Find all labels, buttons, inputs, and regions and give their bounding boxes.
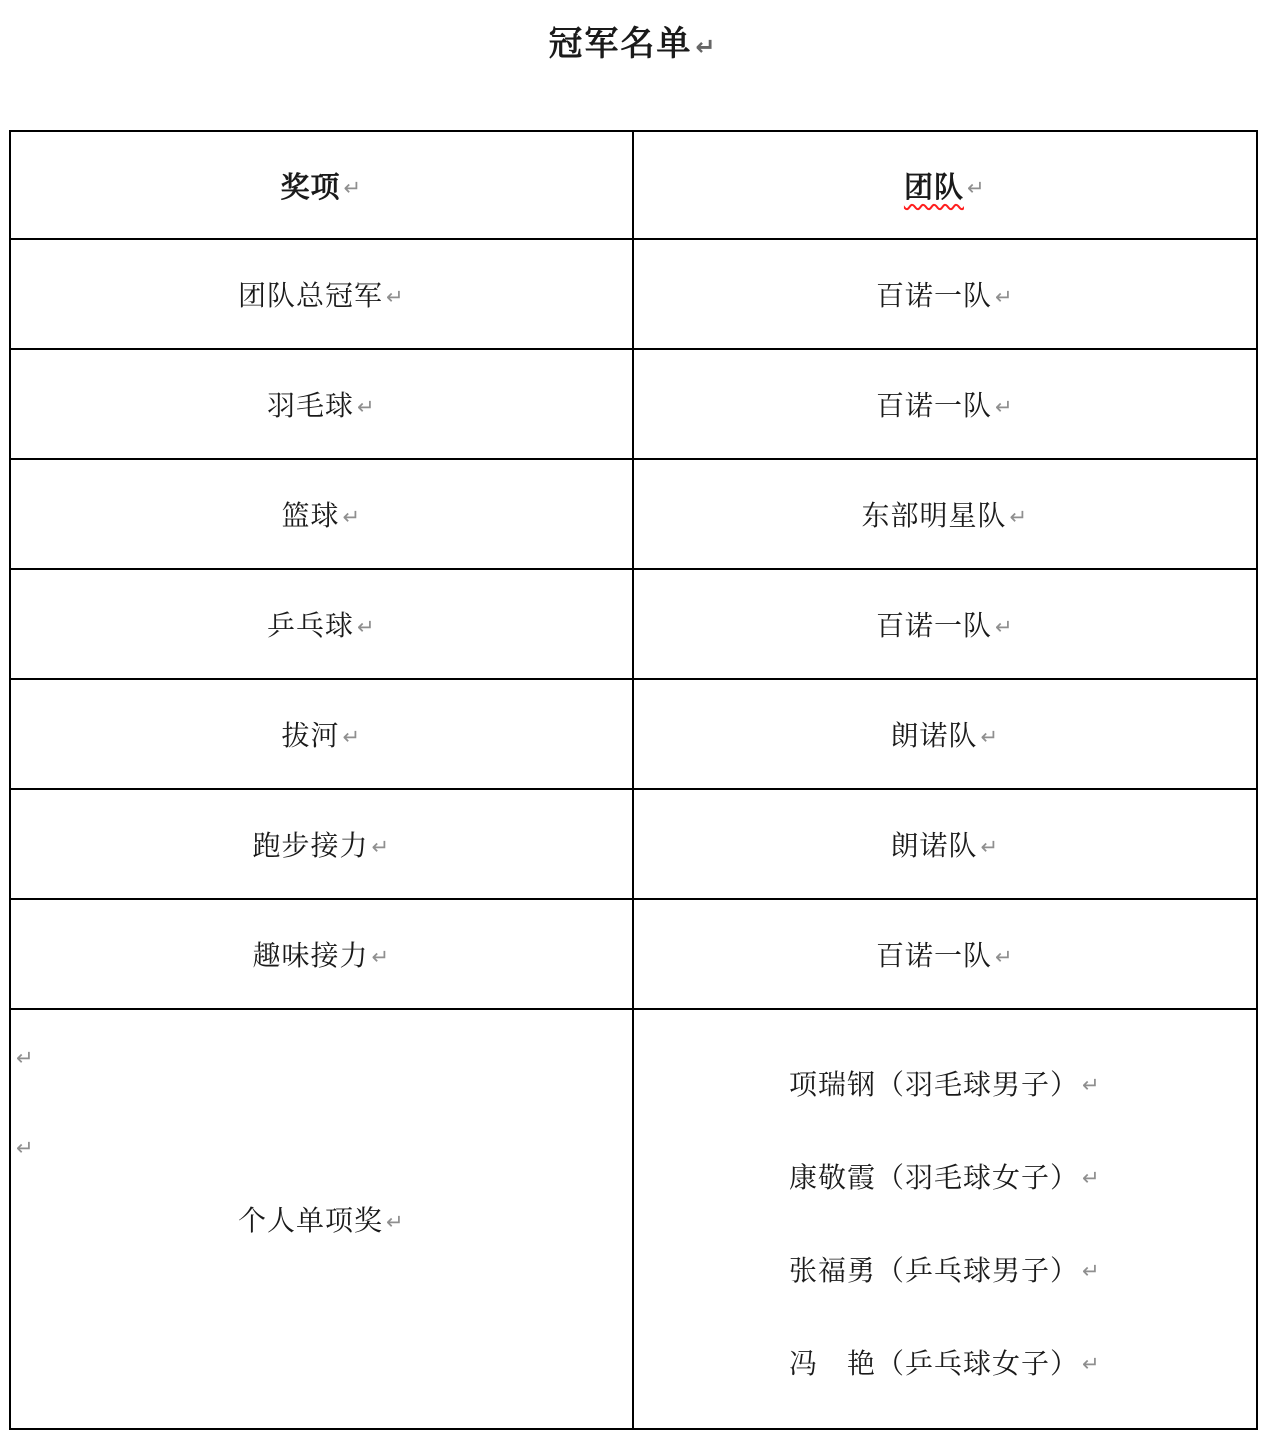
paragraph-mark-icon: ↵ [1081,1353,1101,1376]
winner-line [789,1063,1101,1103]
paragraph-mark-icon: ↵ [966,176,986,200]
table-header-row [11,132,1256,238]
team-cell [634,240,1257,348]
table-row [11,348,1256,458]
award-label: 羽毛球 [266,390,354,421]
award-cell [11,240,634,348]
award-label: 团队总冠军 [237,280,383,311]
table-row-individual-awards [11,1008,1256,1428]
paragraph-mark-icon: ↵ [16,1137,35,1160]
team-cell [634,350,1257,458]
paragraph-mark-icon: ↵ [356,395,376,419]
paragraph-mark-icon: ↵ [385,1210,405,1234]
paragraph-mark-icon: ↵ [371,945,391,969]
paragraph-mark-icon: ↵ [1009,505,1029,529]
table-row [11,678,1256,788]
paragraph-mark-icon: ↵ [356,615,376,639]
award-cell [11,680,634,788]
table-row [11,458,1256,568]
team-label: 东部明星队 [861,500,1007,531]
champions-table [9,130,1258,1430]
team-label: 百诺一队 [875,940,992,971]
award-cell [11,790,634,898]
paragraph-mark-icon: ↵ [16,1047,35,1070]
paragraph-mark-icon: ↵ [385,285,405,309]
paragraph-mark-icon: ↵ [1081,1260,1101,1283]
team-cell [634,900,1257,1008]
winner-label: 冯 艳（乒乓球女子） [788,1347,1079,1379]
team-label: 百诺一队 [875,280,992,311]
award-label: 拔河 [281,720,340,751]
header-team-label: 团队 [903,171,964,204]
team-cell [634,570,1257,678]
table-row [11,788,1256,898]
paragraph-mark-icon: ↵ [994,395,1014,419]
paragraph-mark-icon: ↵ [371,835,391,859]
award-label: 跑步接力 [252,830,369,861]
winner-line [789,1342,1101,1382]
team-cell [634,460,1257,568]
team-label: 朗诺队 [890,720,978,751]
paragraph-mark-icon: ↵ [1081,1074,1101,1097]
document-title [0,0,1266,66]
paragraph-mark-icon: ↵ [695,34,718,61]
paragraph-mark-icon: ↵ [343,176,363,200]
paragraph-mark-icon: ↵ [994,285,1014,309]
paragraph-mark-icon: ↵ [980,725,1000,749]
paragraph-mark-icon: ↵ [994,945,1014,969]
title-text: 冠军名单 [548,25,693,63]
winners-cell [634,1010,1257,1428]
header-cell-award [11,132,634,238]
paragraph-mark-icon: ↵ [1081,1167,1101,1190]
award-cell [11,460,634,568]
header-cell-team [634,132,1257,238]
paragraph-mark-icon: ↵ [994,615,1014,639]
award-label: 篮球 [281,500,340,531]
winner-label: 张福勇（乒乓球男子） [788,1254,1079,1286]
award-cell [11,350,634,458]
team-label: 百诺一队 [875,390,992,421]
team-label: 朗诺队 [890,830,978,861]
winner-line [789,1249,1101,1289]
award-label: 乒乓球 [266,610,354,641]
table-row [11,568,1256,678]
award-label: 趣味接力 [252,940,369,971]
winner-line [789,1156,1101,1196]
header-award-label: 奖项 [280,171,341,204]
team-label: 百诺一队 [875,610,992,641]
award-cell [11,570,634,678]
table-row [11,238,1256,348]
paragraph-mark-icon: ↵ [342,725,362,749]
team-cell [634,680,1257,788]
team-cell [634,790,1257,898]
winner-label: 项瑞钢（羽毛球男子） [788,1068,1079,1100]
award-cell [11,900,634,1008]
table-row [11,898,1256,1008]
paragraph-mark-icon: ↵ [980,835,1000,859]
award-label: 个人单项奖 [237,1205,383,1236]
winner-label: 康敬霞（羽毛球女子） [788,1161,1079,1193]
award-cell-individual [11,1010,634,1428]
paragraph-mark-icon: ↵ [342,505,362,529]
